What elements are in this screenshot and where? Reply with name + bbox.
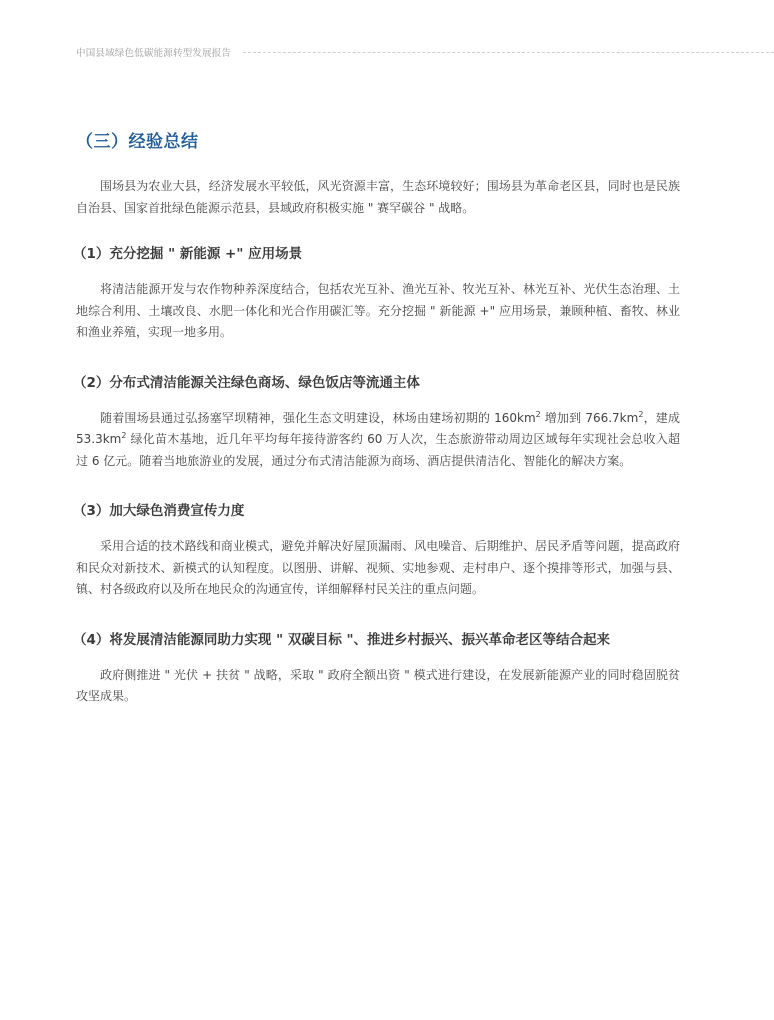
superscript-1: 2 <box>535 409 541 419</box>
superscript-2: 2 <box>638 409 644 419</box>
subsection-2-body-part2: 增加到 766.7km <box>540 410 639 425</box>
section-title: （三）经验总结 <box>76 132 199 152</box>
running-header-title: 中国县域绿色低碳能源转型发展报告 <box>76 48 232 59</box>
subsection-2-body <box>76 408 680 473</box>
subsection-3-body: 采用合适的技术路线和商业模式，避免并解决好屋顶漏雨、风电噪音、后期维护、居民矛盾等问题，提高政府和民众对新技术、新模式的认知程度。以图册、讲解、视频、实地参观、走村串户、逐个摸排等形式，加强与县、镇、村各级政府以及所在地民众的沟通宣传，详细解释村民关注的重点问题。 <box>76 539 680 596</box>
running-header <box>76 44 774 60</box>
subsection-1-body: 将清洁能源开发与农作物种养深度结合，包括农光互补、渔光互补、牧光互补、林光互补、光伏生态治理、土地综合利用、土壤改良、水肥一体化和光合作用碳汇等。充分挖掘 " 新能源 +" 应用场景，兼顾种植、畜牧、林业和渔业养殖，实现一地多用。 <box>76 282 680 339</box>
subsection-3-title: （3）加大绿色消费宣传力度 <box>73 503 245 519</box>
subsection-2 <box>73 372 680 473</box>
subsection-1 <box>73 243 680 344</box>
running-header-rule <box>243 52 774 53</box>
subsection-3 <box>73 500 680 601</box>
subsection-2-body-part1: 随着围场县通过弘扬塞罕坝精神，强化生态文明建设，林场由建场初期的 160km <box>100 410 536 425</box>
subsection-2-title: （2）分布式清洁能源关注绿色商场、绿色饭店等流通主体 <box>73 374 420 391</box>
page-content <box>73 128 680 708</box>
subsection-4 <box>73 629 680 708</box>
subsection-4-body: 政府侧推进 " 光伏 + 扶贫 " 战略，采取 " 政府全额出资 " 模式进行建设，在发展新能源产业的同时稳固脱贫攻坚成果。 <box>76 667 680 703</box>
subsection-2-body-part3: ，建成 53.3km <box>76 410 680 446</box>
section-intro-paragraph: 围场县为农业大县，经济发展水平较低，风光资源丰富，生态环境较好；围场县为革命老区县，同时也是民族自治县、国家首批绿色能源示范县，县域政府积极实施 " 赛罕碳谷 " 战略。 <box>76 179 680 215</box>
subsection-4-title: （4）将发展清洁能源同助力实现 " 双碳目标 "、推进乡村振兴、振兴革命老区等结合起来 <box>73 631 611 648</box>
superscript-3: 2 <box>121 431 127 440</box>
subsection-1-title: （1）充分挖掘 " 新能源 +" 应用场景 <box>73 246 303 262</box>
subsection-2-body-part4: 绿化苗木基地，近几年平均每年接待游客约 60 万人次，生态旅游带动周边区域每年实现社会总收入超过 6 亿元。随着当地旅游业的发展，通过分布式清洁能源为商场、酒店提供清洁化、智能化的解决方案。 <box>76 432 680 468</box>
